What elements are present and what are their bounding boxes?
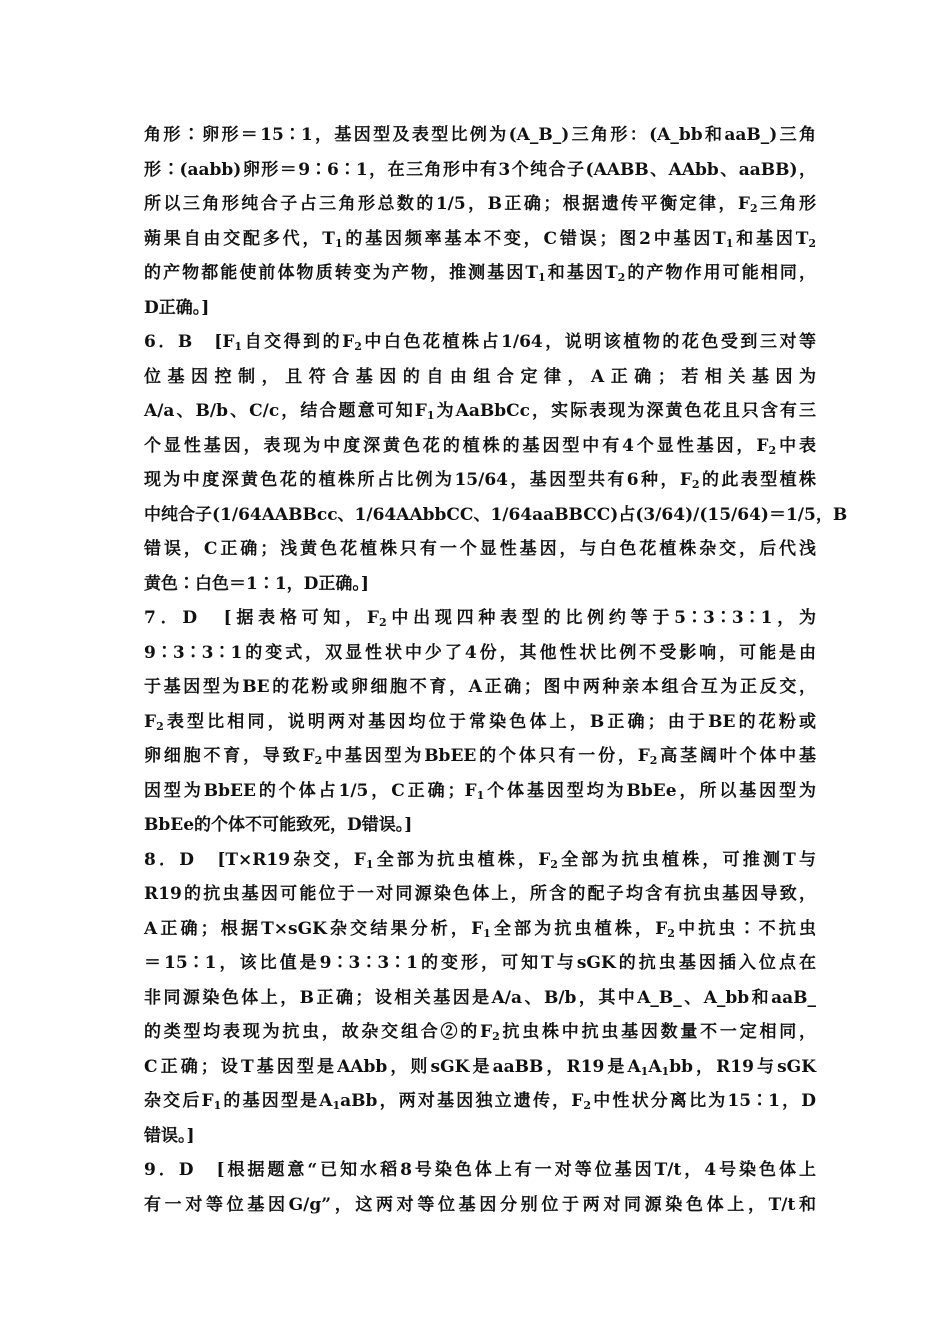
- text-line: $F_2$表型比相同，说明两对基因均位于常染色体上，B正确；由于BE的花粉或: [144, 711, 816, 733]
- text-line: 蒴果自由交配多代，$T_1$的基因频率基本不变，C错误；图2中基因$T_1$和基因$T_2$: [144, 228, 816, 250]
- text-line: R19的抗虫基因可能位于一对同源染色体上，所含的配子均含有抗虫基因导致，: [144, 884, 816, 904]
- text-line: 的类型均表现为抗虫，故杂交组合②的$F_2$抗虫株中抗虫基因数量不一定相同，: [144, 1022, 816, 1043]
- text-line: D正确。]: [144, 297, 210, 318]
- text-line: 于基因型为BE的花粉或卵细胞不育，A正确；图中两种亲本组合互为正反交，: [144, 677, 816, 697]
- text-line: 的产物都能使前体物质转变为产物，推测基因$T_1$和基因$T_2$的产物作用可能相同，: [144, 263, 816, 284]
- text-line: 角形∶卵形＝15∶1，基因型及表型比例为(A_B_)三角形：(A_bb和aaB_)三角: [144, 125, 816, 145]
- text-line: ＝15∶1，该比值是9∶3∶3∶1的变形，可知T与sGK的抗虫基因插入位点在: [144, 953, 816, 973]
- document-body: [144, 118, 848, 1222]
- text-line: 错误。]: [144, 1125, 195, 1146]
- text-line: 有一对等位基因G/g”，这两对等位基因分别位于两对同源染色体上，T/t和: [144, 1194, 816, 1215]
- text-line: 位基因控制，且符合基因的自由组合定律，A正确；若相关基因为: [144, 366, 816, 387]
- text-line: 黄色∶白色＝1∶1，D正确。]: [144, 573, 369, 594]
- text-line: A/a、B/b、C/c，结合题意可知$F_1$为AaBbCc，实际表现为深黄色花且只含有三: [144, 401, 817, 422]
- text-line: 6．B [$F_1$自交得到的$F_2$中白色花植株占1/64，说明该植物的花色受到三对等: [144, 332, 816, 353]
- text-line: 卵细胞不育，导致$F_2$中基因型为BbEE的个体只有一份，$F_2$高茎阔叶个体中基: [144, 746, 816, 767]
- text-line: 现为中度深黄色花的植株所占比例为15/64，基因型共有6种，$F_2$的此表型植株: [144, 470, 817, 491]
- text-line: 9∶3∶3∶1的变式，双显性状中少了4份，其他性状比例不受影响，可能是由: [144, 642, 816, 663]
- text-line: 个显性基因，表现为中度深黄色花的植株的基因型中有4个显性基因，$F_2$中表: [144, 435, 817, 457]
- text-line: 8．D [T×R19杂交，$F_1$全部为抗虫植株，$F_2$全部为抗虫植株，可推测T与: [144, 849, 816, 871]
- text-line: C正确；设T基因型是AAbb，则sGK是aaBB，R19是$A_1A_1bb$，R19与sGK: [144, 1056, 816, 1078]
- text-line: 7．D [据表格可知，$F_2$中出现四种表型的比例约等于5∶3∶3∶1，为: [144, 608, 816, 629]
- text-line: 错误，C正确；浅黄色花植株只有一个显性基因，与白色花植株杂交，后代浅: [144, 539, 816, 559]
- text-line: 中纯合子(1/64AABBcc、1/64AAbbCC、1/64aaBBCC)占(3/64)/(15/64)＝1/5，B: [144, 504, 848, 525]
- text-line: BbEe的个体不可能致死，D错误。]: [144, 815, 413, 835]
- text-line: 非同源染色体上，B正确；设相关基因是A/a、B/b，其中A_B_、A_bb和aaB_: [144, 987, 816, 1008]
- text-line: 形∶(aabb)卵形＝9∶6∶1，在三角形中有3个纯合子(AABB、AAbb、aaBB)，: [144, 159, 816, 180]
- text-line: 因型为BbEE的个体占1/5，C正确；$F_1$个体基因型均为BbEe，所以基因型为: [144, 780, 816, 802]
- text-line: A正确；根据T×sGK杂交结果分析，$F_1$全部为抗虫植株，$F_2$中抗虫∶不抗虫: [144, 918, 816, 940]
- text-line: 所以三角形纯合子占三角形总数的1/5，B正确；根据遗传平衡定律，$F_2$三角形: [144, 194, 816, 215]
- text-line: 9．D [根据题意“已知水稻8号染色体上有一对等位基因T/t，4号染色体上: [144, 1160, 816, 1180]
- text-line: 杂交后$F_1$的基因型是$A_1aBb$，两对基因独立遗传，$F_2$中性状分离比为15∶1，D: [144, 1091, 816, 1112]
